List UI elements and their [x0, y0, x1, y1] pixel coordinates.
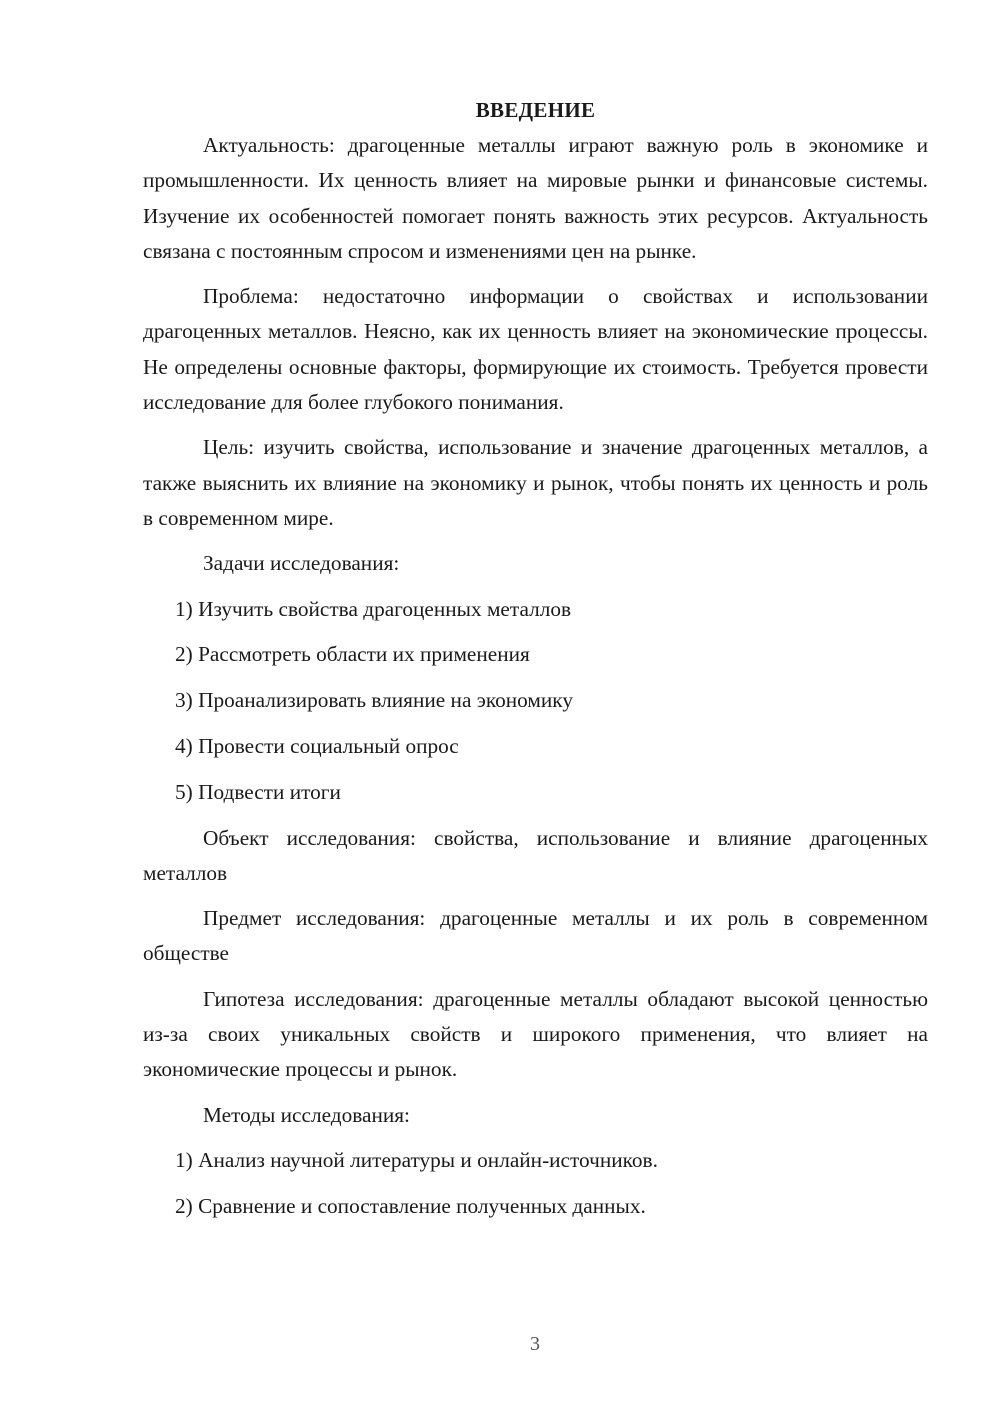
paragraph-problem: Проблема: недостаточно информации о свойствах и использовании драгоценных металлов. Неясно, как их ценность влияет на экономические процессы. Не определены основные факторы, формирующие их стоимость. Требуется провести исследование для более глубокого понимания. — [143, 284, 928, 415]
section-title: ВВЕДЕНИЕ — [475, 98, 596, 122]
task-item: 1) Изучить свойства драгоценных металлов — [175, 596, 572, 621]
task-item: 4) Провести социальный опрос — [175, 733, 459, 758]
task-item: 2) Рассмотреть области их применения — [175, 642, 530, 667]
method-item: 2) Сравнение и сопоставление полученных данных. — [175, 1193, 646, 1218]
methods-list — [143, 1143, 928, 1224]
method-item: 1) Анализ научной литературы и онлайн-источников. — [175, 1147, 658, 1172]
paragraph-hypothesis: Гипотеза исследования: драгоценные металлы обладают высокой ценностью из-за своих уникальных свойств и широкого применения, что влияет на экономические процессы и рынок. — [143, 986, 928, 1082]
task-item: 3) Проанализировать влияние на экономику — [175, 688, 573, 713]
page-number: 3 — [530, 1333, 540, 1355]
document-page — [143, 92, 928, 1235]
task-item: 5) Подвести итоги — [175, 779, 341, 804]
tasks-heading: Задачи исследования: — [203, 551, 400, 576]
methods-heading: Методы исследования: — [203, 1102, 410, 1127]
tasks-list — [143, 592, 928, 810]
paragraph-goal: Цель: изучить свойства, использование и значение драгоценных металлов, а также выяснить их влияние на экономику и рынок, чтобы понять их ценность и роль в современном мире. — [143, 435, 928, 530]
paragraph-object: Объект исследования: свойства, использование и влияние драгоценных металлов — [143, 825, 928, 885]
paragraph-subject: Предмет исследования: драгоценные металлы и их роль в современном обществе — [143, 906, 928, 966]
paragraph-relevance: Актуальность: драгоценные металлы играют важную роль в экономике и промышленности. Их ценность влияет на мировые рынки и финансовые системы. Изучение их особенностей помогает понять важность этих ресурсов. Актуальность связана с постоянным спросом и изменениями цен на рынке. — [143, 133, 928, 263]
